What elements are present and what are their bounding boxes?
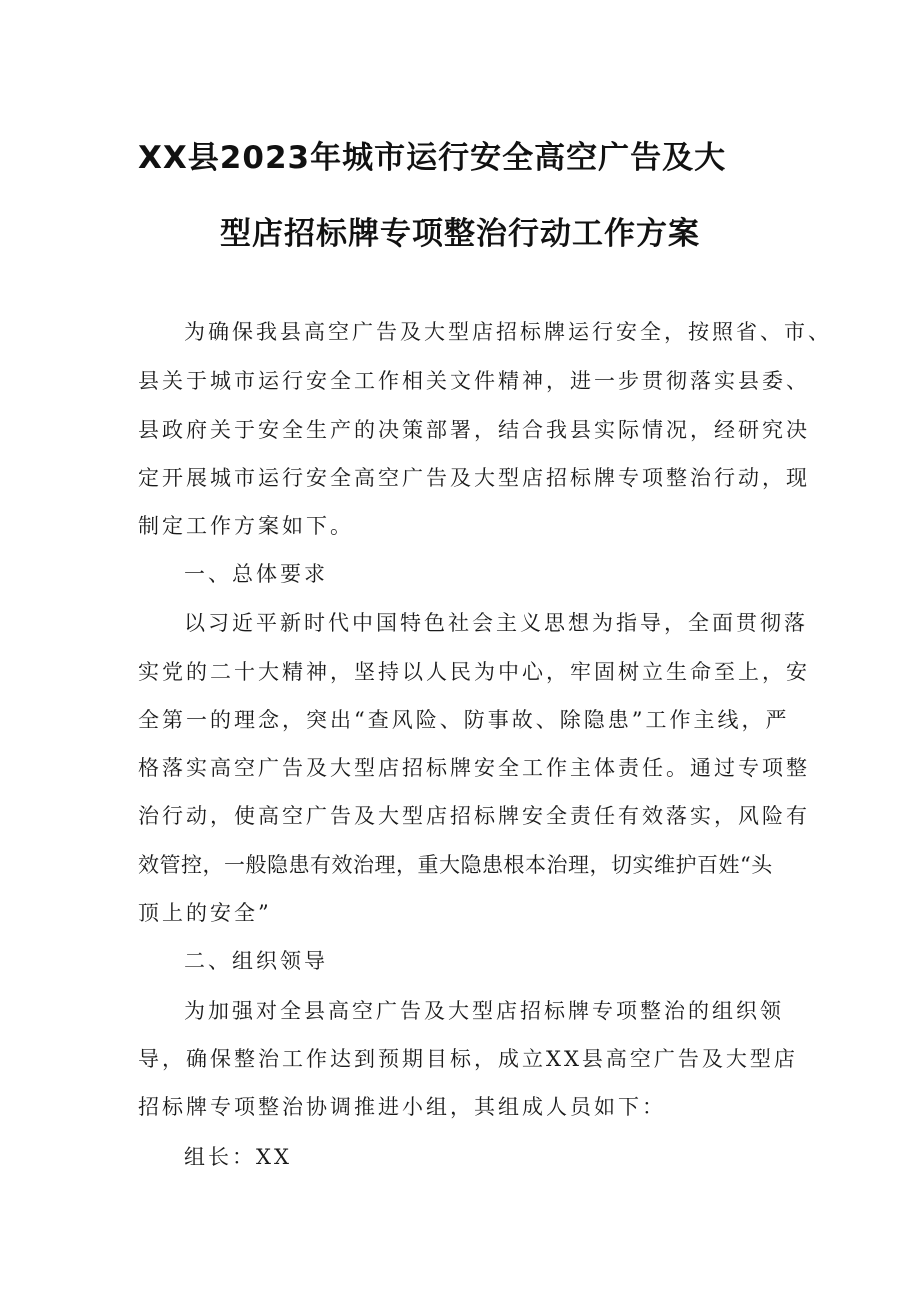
paragraph-line: 县关于城市运行安全工作相关文件精神，进一步贯彻落实县委、 xyxy=(138,369,810,393)
section-heading: 二、组织领导 xyxy=(184,949,328,973)
paragraph-line: 格落实高空广告及大型店招标牌安全工作主体责任。通过专项整 xyxy=(138,756,810,780)
paragraph-line: 治行动，使高空广告及大型店招标牌安全责任有效落实，风险有 xyxy=(138,804,810,828)
paragraph-line: 招标牌专项整治协调推进小组，其组成人员如下： xyxy=(138,1095,666,1119)
paragraph-line: 为确保我县高空广告及大型店招标牌运行安全，按照省、市、 xyxy=(184,320,832,344)
paragraph-line: 顶上的安全” xyxy=(138,901,272,925)
paragraph-line: 制定工作方案如下。 xyxy=(138,514,354,538)
paragraph-line: 以习近平新时代中国特色社会主义思想为指导，全面贯彻落 xyxy=(184,611,808,635)
paragraph-line: 导，确保整治工作达到预期目标，成立XX县高空广告及大型店 xyxy=(138,1047,798,1071)
paragraph-line: 定开展城市运行安全高空广告及大型店招标牌专项整治行动，现 xyxy=(138,466,810,490)
document-title-line-2: 型店招标牌专项整治行动工作方案 xyxy=(220,216,700,252)
paragraph-line: 全第一的理念，突出“查风险、防事故、除隐患”工作主线，严 xyxy=(138,708,790,732)
paragraph-line: 效管控，一般隐患有效治理，重大隐患根本治理，切实维护百姓“头 xyxy=(138,853,773,877)
document-title-line-1: XX县2023年城市运行安全高空广告及大 xyxy=(138,140,727,176)
paragraph-line: 县政府关于安全生产的决策部署，结合我县实际情况，经研究决 xyxy=(138,418,810,442)
paragraph-line: 实党的二十大精神，坚持以人民为中心，牢固树立生命至上，安 xyxy=(138,660,810,684)
paragraph-line: 组长：XX xyxy=(184,1145,292,1169)
section-heading: 一、总体要求 xyxy=(184,562,328,586)
paragraph-line: 为加强对全县高空广告及大型店招标牌专项整治的组织领 xyxy=(184,999,784,1023)
